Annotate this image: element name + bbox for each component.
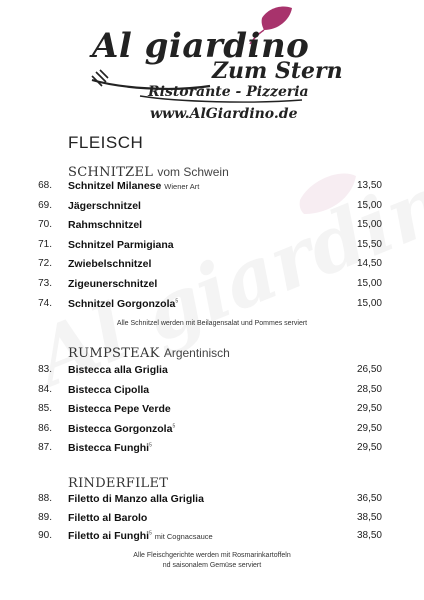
menu-item-name: Bistecca Cipolla (68, 383, 150, 396)
menu-item-row (0, 423, 424, 439)
menu-item-row (0, 239, 424, 255)
menu-item-name-group (68, 384, 149, 396)
menu-item-price: 36,50 (356, 493, 382, 504)
menu-item-number: 90. (38, 530, 52, 541)
schnitzel-note: Alle Schnitzel werden mit Beilagensalat und Pommes serviert (116, 320, 308, 327)
menu-item-name: Schnitzel Milanese (68, 180, 162, 192)
logo-tagline: Ristorante - Pizzeria (148, 84, 309, 100)
menu-item-name: Rahmschnitzel (68, 219, 143, 232)
menu-item-price: 29,50 (356, 442, 382, 454)
menu-item-row (0, 530, 424, 546)
menu-item-number: 70. (38, 219, 52, 231)
menu-item-number: 84. (38, 383, 52, 395)
menu-item-name-group (68, 219, 142, 231)
menu-item-name: Bistecca Funghi (68, 442, 150, 455)
menu-item-price: 26,50 (356, 364, 382, 375)
menu-item-allergen-mark: 5 (175, 298, 179, 305)
menu-item-number: 89. (38, 511, 52, 523)
menu-item-row (0, 278, 424, 294)
menu-item-name-group (68, 200, 141, 212)
section-title: SCHNITZEL (68, 165, 154, 180)
logo-title: Al giardino (92, 26, 310, 66)
menu-item-price: 15,00 (356, 297, 382, 309)
section-heading-rumpsteak (68, 346, 230, 361)
menu-item-row (0, 219, 424, 235)
menu-item-price: 29,50 (356, 422, 382, 434)
section-heading-schnitzel (68, 165, 229, 180)
menu-item-name: Filetto al Barolo (68, 511, 148, 524)
menu-item-name: Bistecca Gorgonzola (68, 422, 173, 435)
menu-item-number: 86. (38, 422, 52, 434)
menu-item-name-group (68, 403, 171, 415)
menu-item-name-group (68, 364, 168, 376)
menu-item-price: 38,50 (356, 511, 382, 523)
logo-subtitle: Zum Stern (212, 58, 343, 84)
menu-item-name-group (68, 258, 151, 270)
menu-item-price: 15,00 (356, 199, 382, 211)
section-subtitle: Argentinisch (163, 346, 230, 360)
menu-item-row (0, 298, 424, 314)
rinderfilet-note-line2: nd saisonalem Gemüse serviert (162, 562, 262, 569)
restaurant-logo (0, 0, 424, 130)
section-subtitle: vom Schwein (157, 165, 229, 179)
menu-item-name-group (68, 493, 204, 505)
menu-item-number: 83. (38, 364, 52, 375)
menu-item-price: 29,50 (356, 403, 382, 415)
menu-item-price: 15,00 (356, 278, 382, 289)
menu-item-number: 85. (38, 403, 52, 415)
menu-item-row (0, 258, 424, 274)
menu-item-name: Bistecca alla Griglia (68, 364, 168, 376)
menu-item-row (0, 180, 424, 196)
menu-item-row (0, 493, 424, 509)
menu-item-number: 71. (38, 238, 52, 250)
menu-item-name-group (68, 530, 213, 542)
page-title: FLEISCH (68, 133, 144, 152)
menu-item-note: Wiener Art (164, 182, 200, 191)
menu-item-name-group (68, 512, 147, 524)
rinderfilet-note-line1: Alle Fleischgerichte werden mit Rosmarinkartoffeln (133, 552, 291, 559)
menu-item-price: 28,50 (356, 383, 382, 395)
menu-item-row (0, 442, 424, 458)
menu-item-name: Zigeunerschnitzel (68, 278, 158, 290)
menu-item-number: 74. (38, 297, 52, 309)
menu-item-number: 72. (38, 258, 52, 270)
menu-item-row (0, 384, 424, 400)
menu-item-row (0, 364, 424, 380)
menu-item-name-group (68, 298, 178, 310)
menu-item-price: 38,50 (356, 530, 382, 541)
menu-item-price: 13,50 (356, 180, 382, 191)
menu-item-row (0, 512, 424, 528)
section-title: RUMPSTEAK (68, 346, 160, 361)
menu-item-name: Filetto ai Funghi (68, 530, 150, 542)
menu-item-name: Bistecca Pepe Verde (68, 403, 171, 416)
menu-item-allergen-mark: 5 (149, 442, 152, 449)
section-heading-rinderfilet (68, 476, 168, 491)
menu-item-name-group (68, 180, 199, 192)
logo-url: www.AlGiardino.de (150, 106, 298, 122)
menu-item-number: 88. (38, 493, 52, 504)
menu-item-allergen-mark: 5 (149, 530, 152, 537)
menu-item-price: 14,50 (356, 258, 382, 270)
menu-item-number: 87. (38, 442, 52, 454)
menu-item-name: Schnitzel Gorgonzola (68, 297, 176, 310)
menu-item-name-group (68, 442, 152, 454)
menu-item-name-group (68, 278, 157, 290)
menu-item-name: Schnitzel Parmigiana (68, 238, 174, 251)
menu-item-row (0, 200, 424, 216)
menu-item-name: Filetto di Manzo alla Griglia (68, 493, 204, 505)
menu-item-name-group (68, 423, 175, 435)
menu-item-name: Zwiebelschnitzel (68, 258, 152, 271)
menu-item-row (0, 403, 424, 419)
menu-item-allergen-mark: 5 (172, 423, 176, 430)
menu-item-name: Jägerschnitzel (68, 199, 141, 212)
menu-item-number: 69. (38, 199, 52, 211)
menu-item-price: 15,00 (356, 219, 382, 231)
menu-item-number: 73. (38, 278, 52, 289)
section-title: RINDERFILET (68, 476, 169, 491)
menu-item-note: mit Cognacsauce (154, 532, 213, 541)
menu-item-number: 68. (38, 180, 52, 191)
menu-item-price: 15,50 (356, 238, 382, 250)
menu-item-name-group (68, 239, 174, 251)
